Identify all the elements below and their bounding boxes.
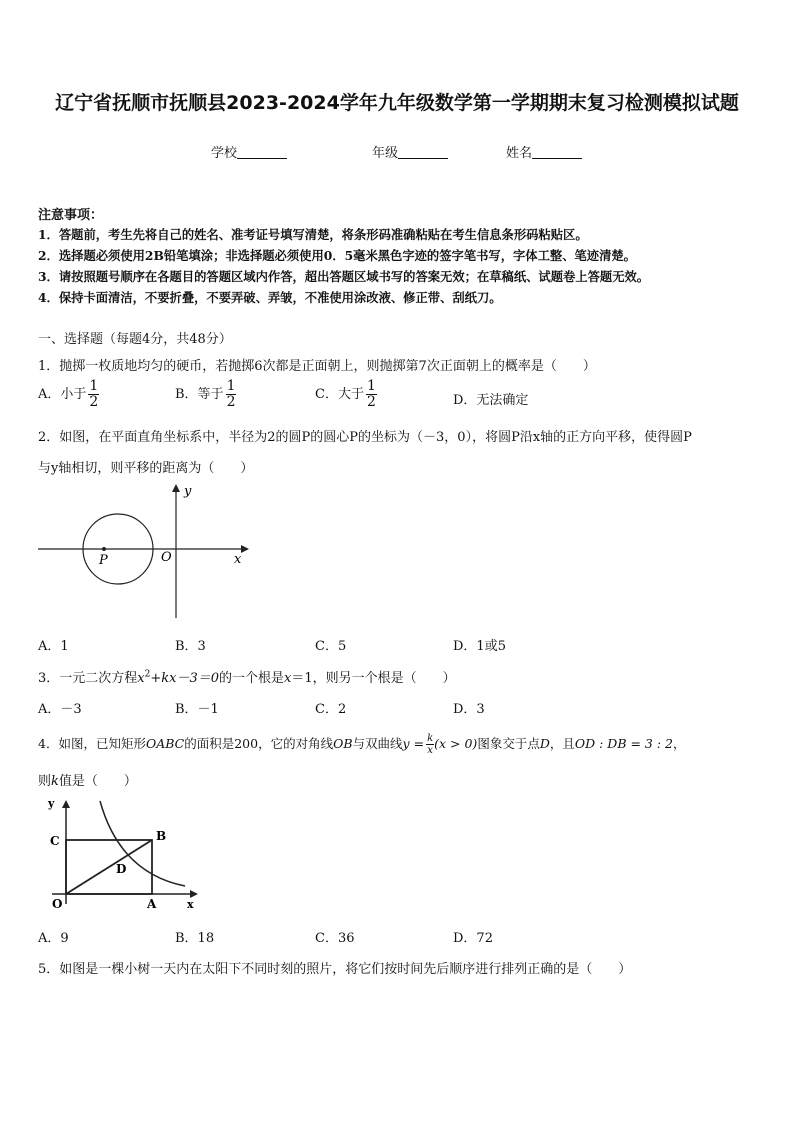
stem-text: ＝1，则另一个根是（ ） [291, 671, 456, 686]
point-name: D [539, 736, 550, 751]
y-eq: y = [402, 736, 425, 751]
stem-text: ，且 [549, 736, 575, 751]
question-2-stem-line1: 2．如图，在平面直角坐标系中，半径为2的圆P的圆心P的坐标为（－3，0），将圆P沿x轴的正方向平移，使得圆P [38, 430, 692, 445]
stem-text: 的一个根是 [219, 671, 285, 686]
numerator: 1 [89, 378, 99, 394]
q2-option-c[interactable]: C．5 [315, 639, 347, 654]
q3-option-c[interactable]: C．2 [315, 702, 347, 717]
denominator: 2 [226, 394, 236, 410]
denominator: x [427, 745, 433, 756]
stem-text: 的面积是200，它的对角线 [184, 736, 334, 751]
eq-rest: +kx－3＝0 [150, 671, 220, 686]
stem-text: 与双曲线 [352, 736, 403, 751]
diag-name: OB [333, 736, 353, 751]
hyperbola [100, 801, 185, 886]
q1-option-d[interactable] [453, 389, 528, 408]
b-label: B [156, 829, 167, 843]
name-label: 姓名 [506, 146, 533, 161]
c-label: C [50, 834, 60, 848]
question-5-stem: 5．如图是一棵小树一天内在太阳下不同时刻的照片，将它们按时间先后顺序进行排列正确的是（ ） [38, 962, 632, 977]
o-label: O [52, 897, 63, 911]
fraction [88, 379, 99, 410]
x-label: x [234, 552, 242, 567]
k-over-x [426, 733, 434, 756]
stem-text: ， [673, 736, 686, 751]
numerator: 1 [226, 378, 236, 394]
y-label: y [48, 798, 55, 810]
option-text: D．无法确定 [453, 393, 529, 408]
rect-name: OABC [145, 736, 185, 751]
fraction [366, 379, 377, 410]
note-item: 2．选择题必须使用2B铅笔填涂；非选择题必须使用0．5毫米黑色字迹的签字笔书写，字体工整、笔迹清楚。 [38, 248, 636, 263]
numerator: k [427, 733, 434, 744]
origin-label: O [161, 550, 172, 565]
q1-option-c[interactable] [315, 379, 377, 410]
q1-option-a[interactable] [38, 379, 99, 410]
condition: (x > 0) [434, 736, 478, 751]
q3-option-a[interactable]: A．－3 [38, 702, 82, 717]
stem-text: 值是（ ） [58, 774, 137, 789]
x-axis-arrow [190, 890, 198, 898]
option-text: C．大于 [315, 387, 364, 402]
note-item: 3．请按照题号顺序在各题目的答题区域内作答，超出答题区域书写的答案无效；在草稿纸、试题卷上答题无效。 [38, 269, 650, 284]
x-label: x [187, 898, 194, 911]
q2-option-b[interactable]: B．3 [175, 639, 206, 654]
eq-var: x [137, 671, 145, 686]
q4-figure [40, 798, 200, 913]
center-point [102, 547, 106, 551]
a-label: A [147, 897, 157, 911]
question-3-stem [38, 667, 456, 686]
q2-figure [36, 482, 251, 622]
x-axis-arrow [241, 545, 249, 553]
page-title: 辽宁省抚顺市抚顺县2023-2024学年九年级数学第一学期期末复习检测模拟试题 [55, 92, 739, 114]
name-field [506, 142, 582, 161]
y-label: y [184, 484, 192, 499]
stem-text: 图象交于点 [477, 736, 540, 751]
question-4-stem-line1 [38, 733, 686, 756]
d-label: D [116, 862, 127, 876]
numerator: 1 [366, 378, 376, 394]
grade-label: 年级 [372, 146, 399, 161]
eq-exponent: 2 [144, 669, 151, 680]
question-1-stem: 1．抛掷一枚质地均匀的硬币，若抛掷6次都是正面朝上，则抛掷第7次正面朝上的概率是（ ） [38, 359, 596, 374]
q2-option-d[interactable]: D．1或5 [453, 639, 506, 654]
question-4-stem-line2 [38, 770, 137, 789]
denominator: 2 [366, 394, 376, 410]
option-text: B．等于 [175, 387, 224, 402]
p-label: P [99, 553, 108, 568]
stem-var: x [284, 671, 292, 686]
note-item: 4．保持卡面清洁，不要折叠，不要弄破、弄皱，不准使用涂改液、修正带、刮纸刀。 [38, 290, 502, 305]
q4-option-b[interactable]: B．18 [175, 931, 215, 946]
school-field [211, 142, 287, 161]
school-label: 学校 [211, 146, 238, 161]
stem-text: 则 [38, 774, 52, 789]
option-text: A．小于 [38, 387, 87, 402]
school-blank [237, 146, 287, 159]
section-heading: 一、选择题（每题4分，共48分） [38, 332, 232, 347]
q4-option-c[interactable]: C．36 [315, 931, 355, 946]
q2-option-a[interactable]: A．1 [38, 639, 69, 654]
notes-heading: 注意事项： [38, 208, 104, 223]
question-2-stem-line2: 与y轴相切，则平移的距离为（ ） [38, 461, 254, 476]
q3-option-d[interactable]: D．3 [453, 702, 485, 717]
stem-text: 3．一元二次方程 [38, 671, 138, 686]
grade-blank [398, 146, 448, 159]
diagonal-ob [66, 840, 152, 894]
note-item: 1．答题前，考生先将自己的姓名、准考证号填写清楚，将条形码准确粘贴在考生信息条形码粘贴区。 [38, 227, 588, 242]
grade-field [372, 142, 448, 161]
y-axis-arrow [62, 800, 70, 808]
ratio: OD : DB = 3 : 2 [574, 736, 673, 751]
fraction [226, 379, 237, 410]
q4-option-a[interactable]: A．9 [38, 931, 69, 946]
stem-text: 4．如图，已知矩形 [38, 736, 146, 751]
q1-option-b[interactable] [175, 379, 236, 410]
name-blank [532, 146, 582, 159]
q3-option-b[interactable]: B．－1 [175, 702, 219, 717]
q4-option-d[interactable]: D．72 [453, 931, 493, 946]
denominator: 2 [89, 394, 99, 410]
k-var: k [51, 774, 59, 789]
y-axis-arrow [172, 484, 180, 492]
